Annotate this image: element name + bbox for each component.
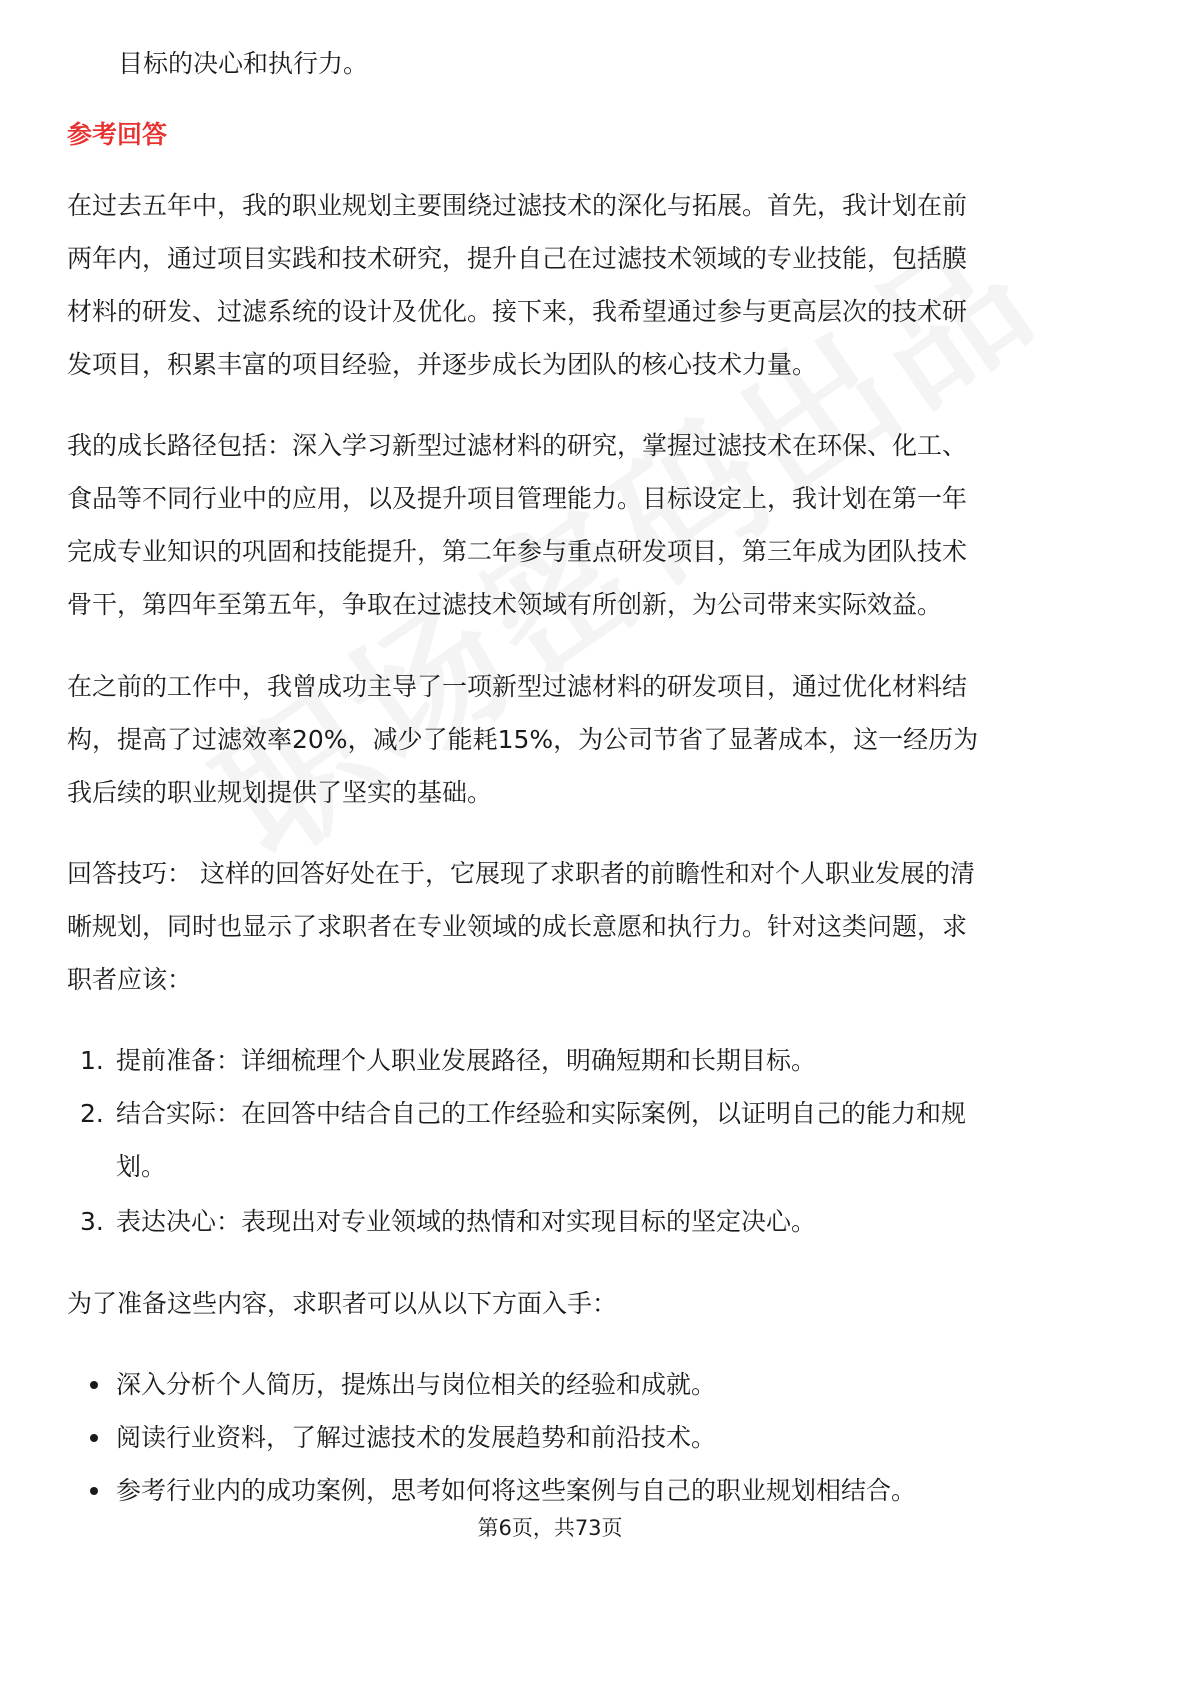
page-footer: 第6页，共73页 bbox=[477, 1516, 623, 1540]
item-text: 提前准备：详细梳理个人职业发展路径，明确短期和长期目标。 bbox=[116, 1046, 817, 1075]
item-text: 划。 bbox=[116, 1152, 167, 1181]
paragraph-line: 两年内，通过项目实践和技术研究，提升自己在过滤技术领域的专业技能，包括膜 bbox=[67, 244, 968, 273]
paragraph-line: 晰规划，同时也显示了求职者在专业领域的成长意愿和执行力。针对这类问题，求 bbox=[67, 912, 968, 941]
bullet-dot-icon bbox=[90, 1487, 98, 1495]
paragraph-line: 职者应该： bbox=[67, 965, 193, 994]
bullet-text: 深入分析个人简历，提炼出与岗位相关的经验和成就。 bbox=[116, 1370, 717, 1399]
item-text: 结合实际：在回答中结合自己的工作经验和实际案例，以证明自己的能力和规 bbox=[116, 1099, 967, 1128]
paragraph-5: 为了准备这些内容，求职者可以从以下方面入手： bbox=[67, 1289, 618, 1318]
section-heading: 参考回答 bbox=[67, 120, 168, 149]
paragraph-line: 在过去五年中，我的职业规划主要围绕过滤技术的深化与拓展。首先，我计划在前 bbox=[67, 191, 968, 220]
paragraph-line: 骨干，第四年至第五年，争取在过滤技术领域有所创新，为公司带来实际效益。 bbox=[67, 590, 943, 619]
bullet-text: 参考行业内的成功案例，思考如何将这些案例与自己的职业规划相结合。 bbox=[116, 1476, 917, 1505]
bullet-dot-icon bbox=[90, 1434, 98, 1442]
item-text: 表达决心：表现出对专业领域的热情和对实现目标的坚定决心。 bbox=[116, 1207, 817, 1236]
paragraph-line: 构，提高了过滤效率20%，减少了能耗15%，为公司节省了显著成本，这一经历为 bbox=[67, 725, 979, 754]
item-number: 3. bbox=[80, 1207, 104, 1236]
paragraph-line: 发项目，积累丰富的项目经验，并逐步成长为团队的核心技术力量。 bbox=[67, 350, 818, 379]
item-number: 2. bbox=[80, 1099, 104, 1128]
continued-line: 目标的决心和执行力。 bbox=[118, 49, 369, 78]
item-number: 1. bbox=[80, 1046, 104, 1075]
paragraph-line: 我的成长路径包括：深入学习新型过滤材料的研究，掌握过滤技术在环保、化工、 bbox=[67, 431, 968, 460]
paragraph-line: 材料的研发、过滤系统的设计及优化。接下来，我希望通过参与更高层次的技术研 bbox=[67, 297, 968, 326]
paragraph-line: 在之前的工作中，我曾成功主导了一项新型过滤材料的研发项目，通过优化材料结 bbox=[67, 672, 968, 701]
bullet-text: 阅读行业资料，了解过滤技术的发展趋势和前沿技术。 bbox=[116, 1423, 717, 1452]
paragraph-line: 回答技巧： 这样的回答好处在于，它展现了求职者的前瞻性和对个人职业发展的清 bbox=[67, 859, 975, 888]
paragraph-line: 完成专业知识的巩固和技能提升，第二年参与重点研发项目，第三年成为团队技术 bbox=[67, 537, 968, 566]
paragraph-line: 食品等不同行业中的应用，以及提升项目管理能力。目标设定上，我计划在第一年 bbox=[67, 484, 968, 513]
paragraph-line: 我后续的职业规划提供了坚实的基础。 bbox=[67, 778, 493, 807]
bullet-dot-icon bbox=[90, 1381, 98, 1389]
